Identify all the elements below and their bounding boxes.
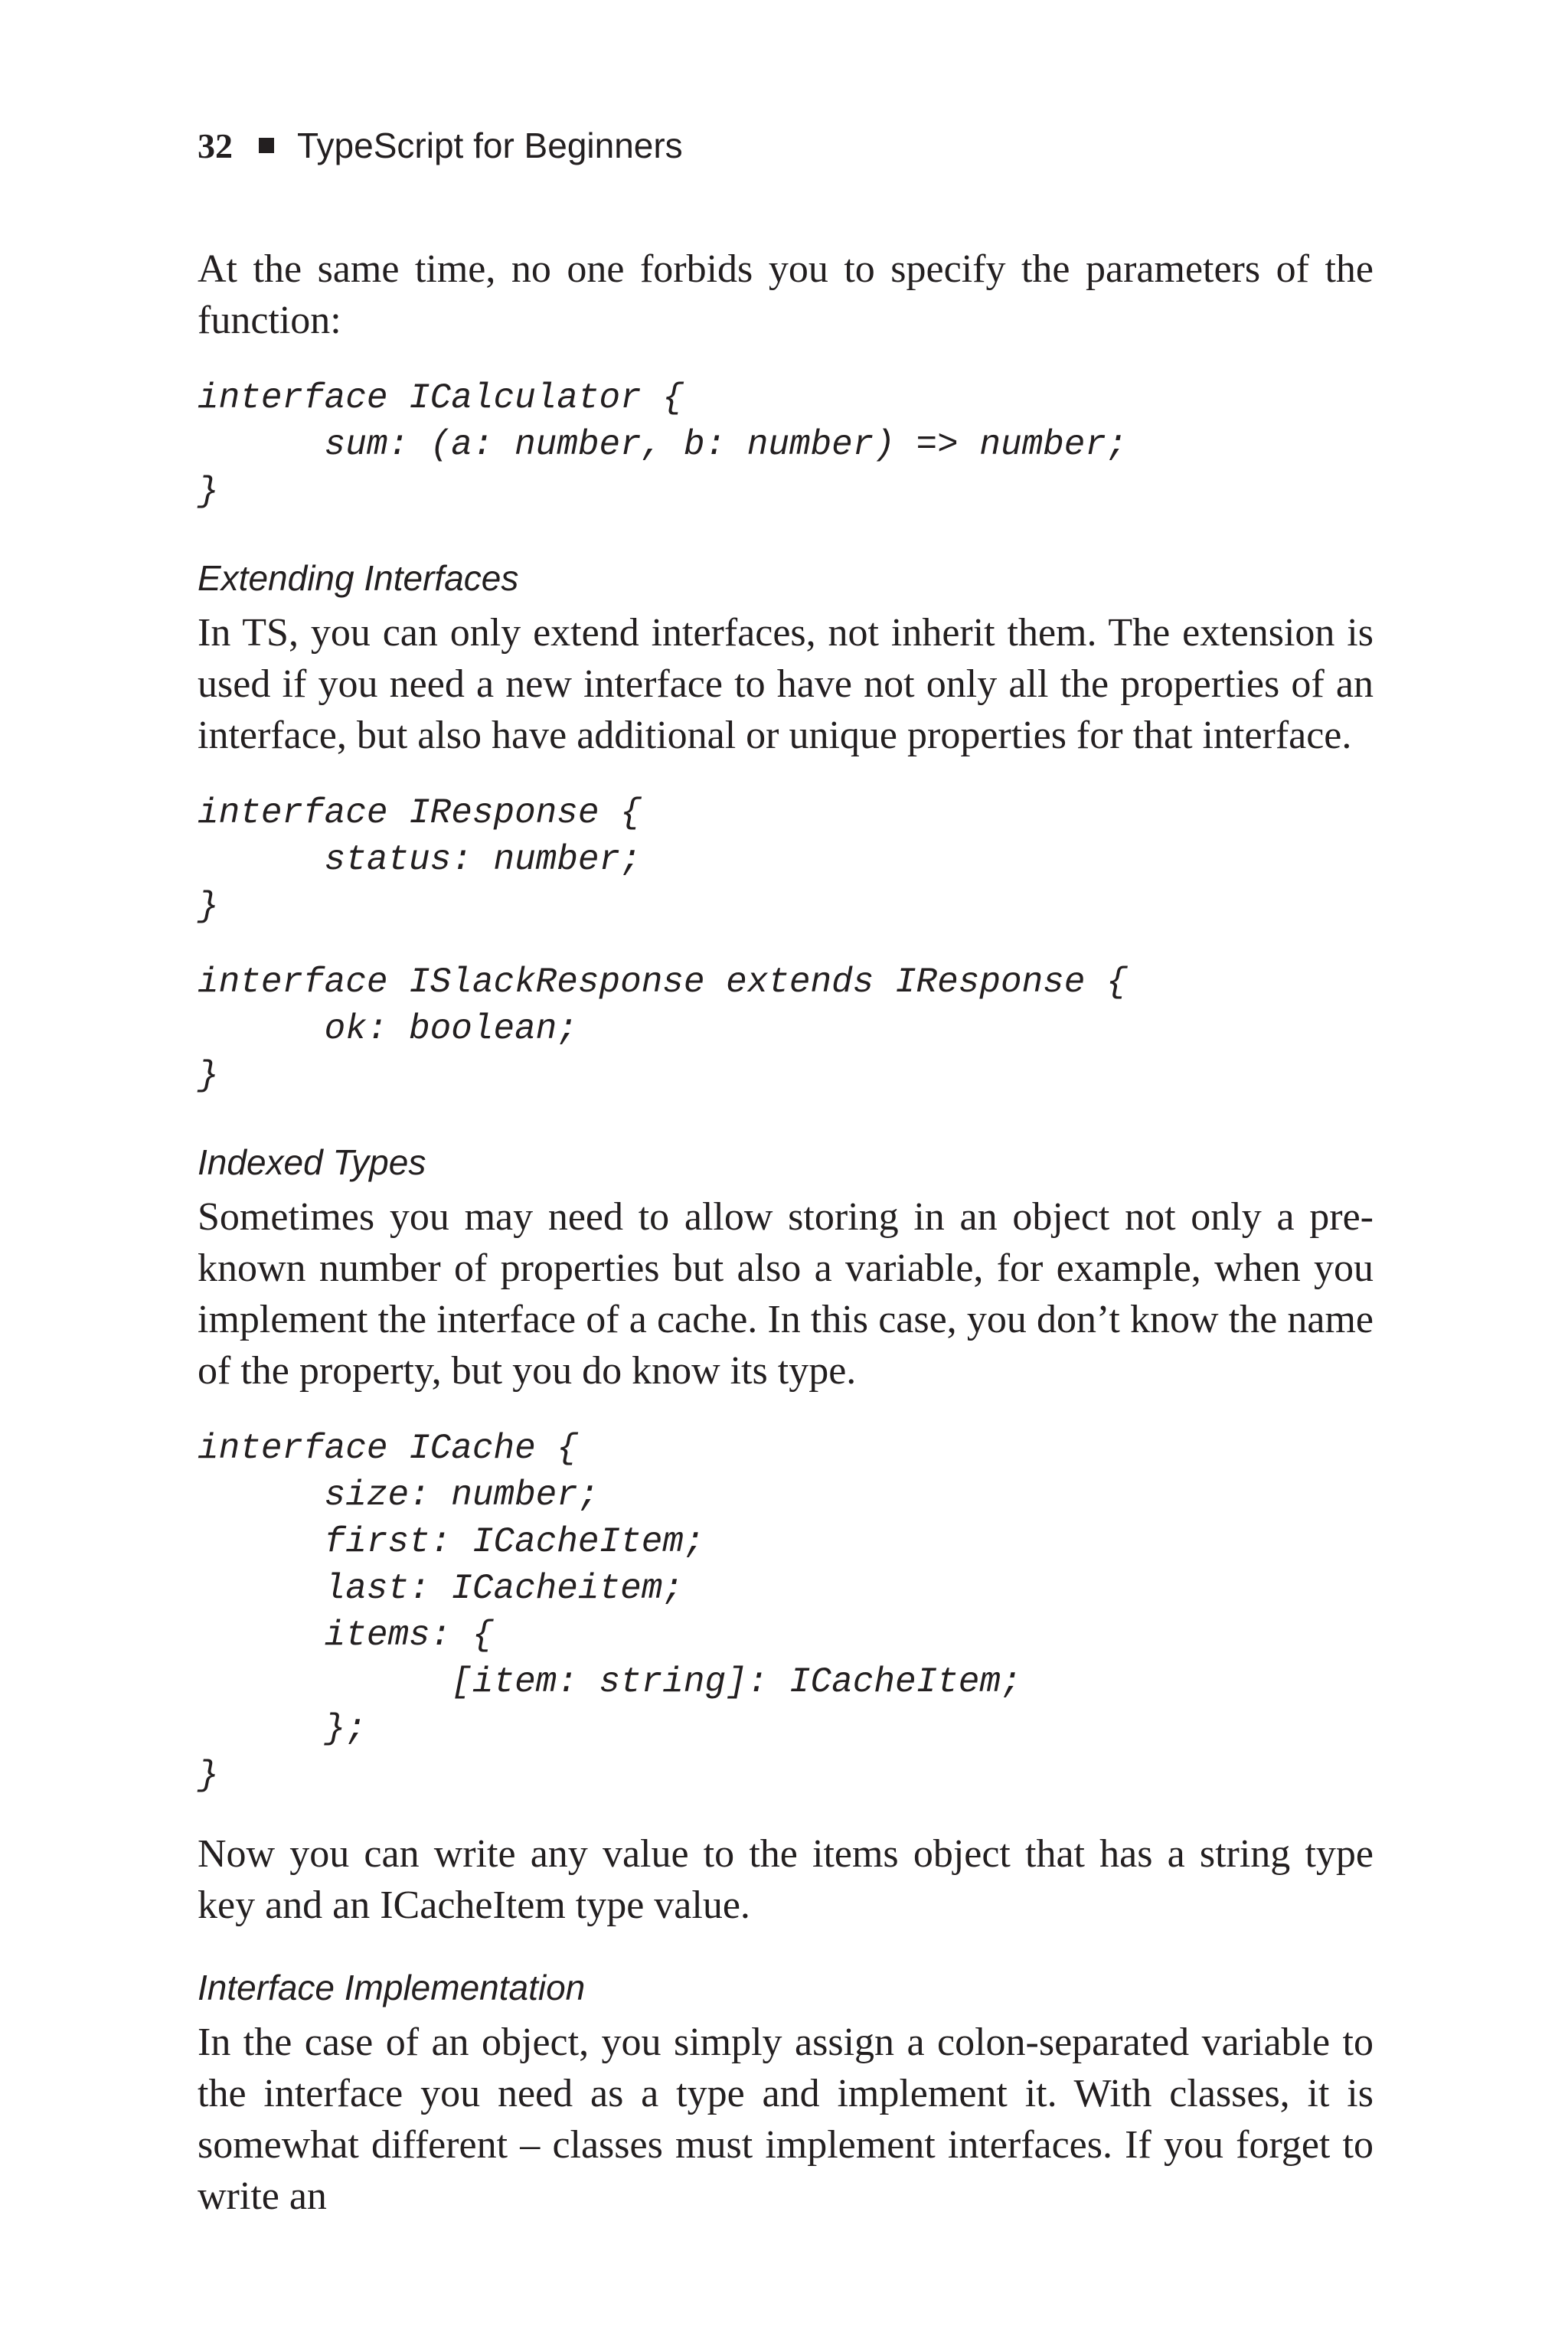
running-head <box>198 122 1374 168</box>
paragraph-items-object: Now you can write any value to the items object that has a string type key and an ICacheItem type value. <box>198 1832 1374 1927</box>
book-title: TypeScript for Beginners <box>297 126 683 165</box>
code-iresponse: interface IResponse { status: number; } <box>198 793 642 926</box>
code-icalculator: interface ICalculator { sum: (a: number, b: number) => number; } <box>198 378 1128 511</box>
book-page <box>198 122 1374 2222</box>
code-islackresponse: interface ISlackResponse extends IResponse { ok: boolean; } <box>198 962 1128 1096</box>
square-bullet-icon <box>259 138 274 153</box>
paragraph-extending-interfaces: In TS, you can only extend interfaces, not inherit them. The extension is used if you need a new interface to have not only all the properties of an interface, but also have additional or unique properties for that interface. <box>198 611 1374 757</box>
heading-interface-implementation: Interface Implementation <box>198 1968 586 2007</box>
heading-extending-interfaces: Extending Interfaces <box>198 558 519 598</box>
page-number: 32 <box>198 126 233 165</box>
code-icache: interface ICache { size: number; first: ICacheItem; last: ICacheitem; items: { [item: string]: ICacheItem; }; } <box>198 1429 1022 1795</box>
paragraph-interface-implementation: In the case of an object, you simply assign a colon-separated variable to the interface you need as a type and implement it. With classes, it is somewhat different – classes must implement interfaces. If you forget to write an <box>198 2020 1374 2218</box>
heading-indexed-types: Indexed Types <box>198 1142 426 1182</box>
paragraph-indexed-types: Sometimes you may need to allow storing in an object not only a pre-known number of properties but also a variable, for example, when you implement the interface of a cache. In this case, you don’t know the name of the property, but you do know its type. <box>198 1195 1374 1393</box>
paragraph-function-params: At the same time, no one forbids you to specify the parameters of the function: <box>198 247 1374 342</box>
